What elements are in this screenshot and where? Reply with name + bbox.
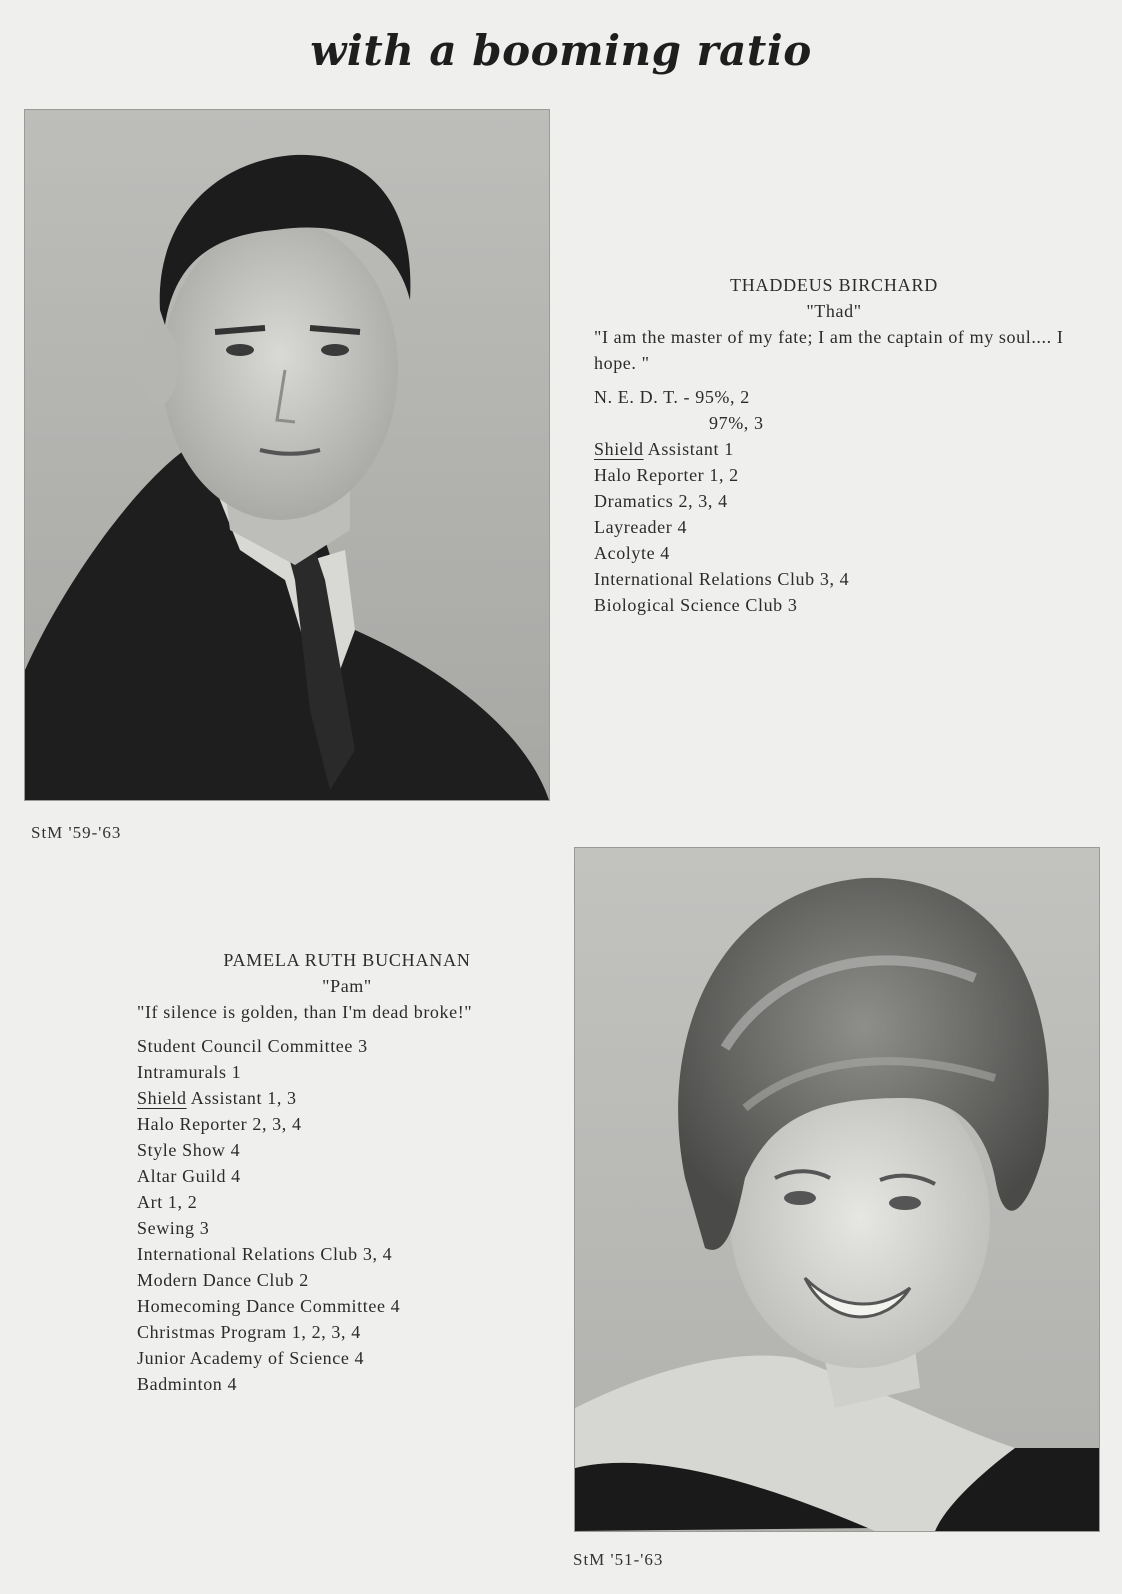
portrait-illustration (25, 110, 549, 800)
activity-text: Intramurals 1 (137, 1062, 242, 1082)
activity-text: 97%, 3 (709, 413, 764, 433)
activity-item (594, 540, 1074, 566)
student-nickname: "Pam" (322, 976, 372, 996)
activity-text: Badminton 4 (137, 1374, 238, 1394)
activity-text: International Relations Club 3, 4 (137, 1244, 393, 1264)
activity-text: Art 1, 2 (137, 1192, 198, 1212)
activity-text: Halo Reporter 1, 2 (594, 465, 739, 485)
activity-item (137, 1241, 557, 1267)
activity-item (594, 436, 1074, 462)
activity-item (137, 1085, 557, 1111)
activity-item (137, 1189, 557, 1215)
activity-item (137, 1371, 557, 1397)
activity-item (594, 384, 1074, 410)
activity-item (594, 462, 1074, 488)
activity-text: Layreader 4 (594, 517, 688, 537)
activities-list (137, 1033, 557, 1397)
activity-text: Assistant 1, 3 (186, 1088, 297, 1108)
activity-item (137, 1137, 557, 1163)
page-headline: with a booming ratio (310, 26, 812, 75)
activity-text: Sewing 3 (137, 1218, 210, 1238)
portrait-illustration (575, 848, 1099, 1531)
activity-item (594, 488, 1074, 514)
years-caption-thaddeus: StM '59-'63 (31, 823, 122, 842)
activity-item (594, 514, 1074, 540)
publication-title: Shield (137, 1088, 187, 1108)
activity-item (137, 1059, 557, 1085)
activity-item (137, 1293, 557, 1319)
activity-text: Biological Science Club 3 (594, 595, 798, 615)
student-name: THADDEUS BIRCHARD (729, 275, 939, 295)
student-name: PAMELA RUTH BUCHANAN (223, 950, 471, 970)
activity-text: Acolyte 4 (594, 543, 670, 563)
activity-text: Student Council Committee 3 (137, 1036, 368, 1056)
activity-text: N. E. D. T. - 95%, 2 (594, 387, 750, 407)
activity-text: Christmas Program 1, 2, 3, 4 (137, 1322, 361, 1342)
biography-pamela (137, 947, 557, 1397)
student-nickname: "Thad" (806, 301, 862, 321)
activity-item (137, 1163, 557, 1189)
activity-text: Assistant 1 (643, 439, 734, 459)
activity-item (137, 1345, 557, 1371)
activity-text: Homecoming Dance Committee 4 (137, 1296, 401, 1316)
student-quote: "If silence is golden, than I'm dead broke!" (137, 1002, 473, 1022)
years-caption-pamela: StM '51-'63 (573, 1550, 664, 1569)
activity-text: Dramatics 2, 3, 4 (594, 491, 728, 511)
activity-item (137, 1033, 557, 1059)
activity-text: Altar Guild 4 (137, 1166, 241, 1186)
activity-item (137, 1267, 557, 1293)
biography-thaddeus (594, 272, 1074, 618)
activity-item (594, 410, 1074, 436)
activity-item (137, 1111, 557, 1137)
portrait-photo-thaddeus (24, 109, 550, 801)
activities-list (594, 384, 1074, 618)
activity-text: Modern Dance Club 2 (137, 1270, 309, 1290)
publication-title: Shield (594, 439, 644, 459)
activity-text: Style Show 4 (137, 1140, 241, 1160)
activity-text: Halo Reporter 2, 3, 4 (137, 1114, 302, 1134)
activity-item (137, 1215, 557, 1241)
activity-text: International Relations Club 3, 4 (594, 569, 850, 589)
activity-item (594, 592, 1074, 618)
student-quote: "I am the master of my fate; I am the captain of my soul.... I hope. " (594, 327, 1064, 373)
activity-text: Junior Academy of Science 4 (137, 1348, 365, 1368)
activity-item (594, 566, 1074, 592)
portrait-photo-pamela (574, 847, 1100, 1532)
activity-item (137, 1319, 557, 1345)
